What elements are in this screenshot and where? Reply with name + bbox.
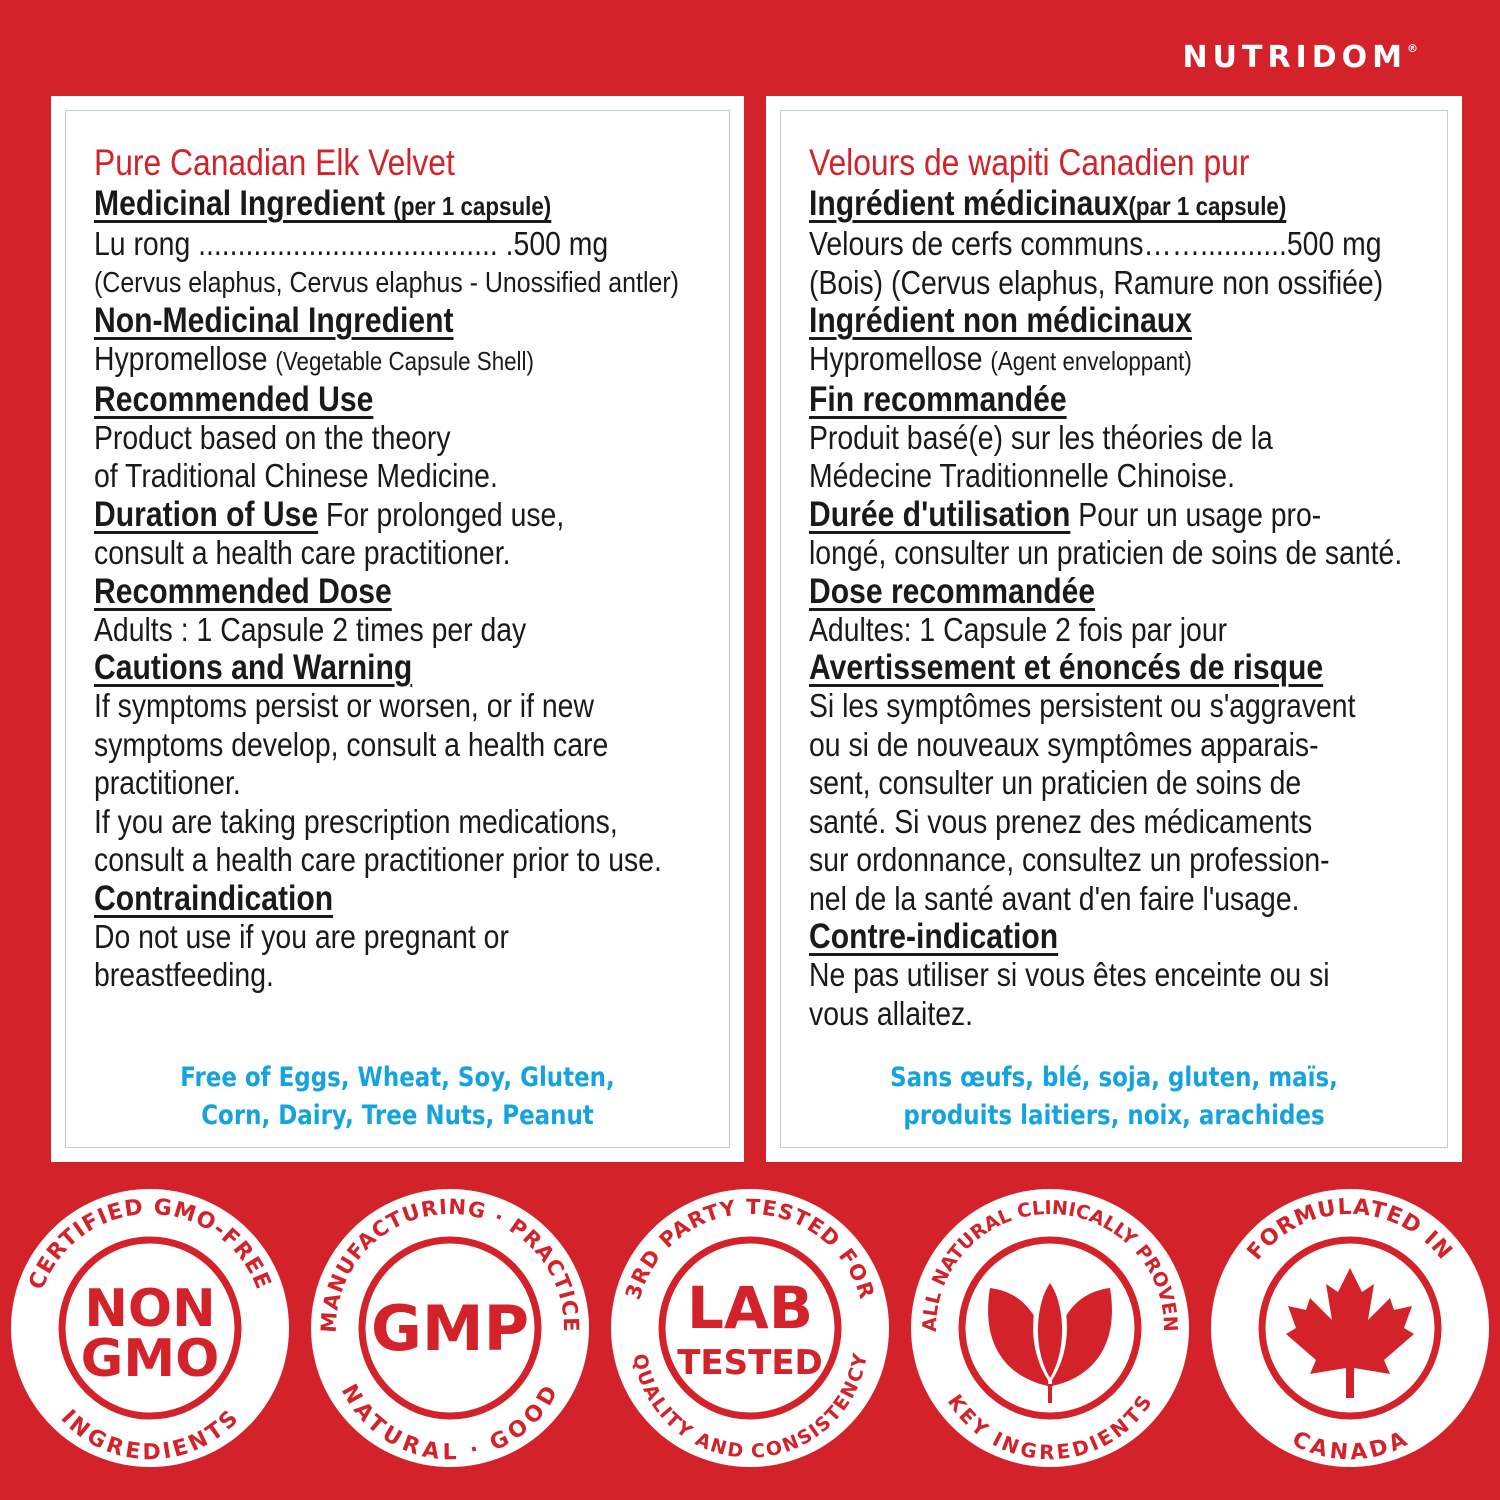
nonmedicinal-text: Hypromellose (Vegetable Capsule Shell) [94, 340, 534, 377]
badge-top-text: FORMULATED IN [1242, 1194, 1458, 1265]
nonmedicinal-heading: Non-Medicinal Ingredient [94, 301, 454, 340]
dose-text: Adults : 1 Capsule 2 times per day [94, 610, 527, 648]
duration-heading: Durée d'utilisation [809, 494, 1071, 534]
recommended-use-heading: Recommended Use [94, 379, 374, 419]
cautions-line: If you are taking prescription medications, [94, 802, 618, 840]
cautions-line: practitioner. [94, 764, 241, 801]
cautions-line: consult a health care practitioner prior to use. [94, 841, 662, 878]
cautions-line: Si les symptômes persistent ou s'aggravent [809, 687, 1356, 724]
recommended-use-line: Product based on the theory [94, 418, 451, 456]
badge-bottom-text: KEY INGREDIENTS [942, 1389, 1158, 1465]
badge-top-text: ALL NATURAL CLINICALLY PROVEN [918, 1196, 1182, 1333]
product-title: Pure Canadian Elk Velvet [94, 142, 455, 183]
duration-line: Durée d'utilisation Pour un usage pro- [809, 494, 1322, 534]
badge-center-line: NON [84, 1279, 216, 1339]
badge-center-line: LAB [686, 1274, 814, 1342]
contraindication-line: vous allaitez. [809, 994, 974, 1032]
contraindication-line: Ne pas utiliser si vous êtes enceinte ou si [809, 956, 1330, 993]
medicinal-heading: Medicinal Ingredient (per 1 capsule) [94, 184, 552, 223]
english-content [94, 139, 739, 995]
recommended-use-heading: Fin recommandée [809, 379, 1067, 419]
cautions-line: sent, consulter un praticien de soins de [809, 764, 1302, 801]
allergen-statement: Sans œufs, blé, soja, gluten, maïs, produits laitiers, noix, arachides [890, 1062, 1338, 1131]
badge-bottom-text: INGREDIENTS [55, 1405, 244, 1466]
dose-heading: Recommended Dose [94, 571, 392, 611]
gmp-badge [300, 1178, 600, 1478]
formulated-in-canada-badge [1200, 1178, 1500, 1478]
recommended-use-line: of Traditional Chinese Medicine. [94, 457, 498, 494]
ingredient-source: (Cervus elaphus, Cervus elaphus - Unossified antler) [94, 266, 679, 299]
nonmedicinal-heading: Ingrédient non médicinaux [809, 301, 1192, 340]
duration-line: longé, consulter un praticien de soins de santé. [809, 534, 1403, 571]
contraindication-heading: Contraindication [94, 878, 334, 918]
certification-badges [0, 1178, 1500, 1500]
badge-top-text: MANUFACTURING · PRACTICE [316, 1194, 584, 1334]
contraindication-line: Do not use if you are pregnant or [94, 917, 509, 955]
french-content [809, 139, 1457, 1033]
lab-tested-badge [600, 1178, 900, 1478]
badge-bottom-text: QUALITY AND CONSISTENCY [628, 1351, 872, 1463]
badge-top-text: CERTIFIED GMO-FREE [24, 1194, 276, 1294]
cautions-heading: Cautions and Warning [94, 648, 413, 687]
registered-mark: ® [1407, 42, 1418, 55]
ingredient-line: Velours de cerfs communs……...........500 mg [809, 225, 1382, 262]
medicinal-subheading: (per 1 capsule) [393, 191, 552, 221]
clinically-proven-badge [900, 1178, 1200, 1478]
allergen-statement: Free of Eggs, Wheat, Soy, Gluten, Corn, Dairy, Tree Nuts, Peanut [180, 1062, 615, 1131]
recommended-use-line: Produit basé(e) sur les théories de la [809, 418, 1273, 456]
cautions-line: nel de la santé avant d'en faire l'usage. [809, 879, 1300, 917]
dose-heading: Dose recommandée [809, 571, 1096, 611]
cautions-line: If symptoms persist or worsen, or if new [94, 687, 594, 724]
badge-center-line: TESTED [677, 1343, 823, 1383]
cautions-heading: Avertissement et énoncés de risque [809, 648, 1324, 687]
badge-bottom-text: CANADA [1288, 1426, 1412, 1466]
medicinal-subheading: (par 1 capsule) [1128, 191, 1287, 221]
ingredient-source: (Bois) (Cervus elaphus, Ramure non ossifiée) [809, 263, 1384, 301]
badge-center-line: GMP [370, 1292, 530, 1365]
duration-line: consult a health care practitioner. [94, 534, 511, 571]
non-gmo-badge [0, 1178, 300, 1478]
medicinal-heading: Ingrédient médicinaux(par 1 capsule) [809, 184, 1287, 223]
badge-top-text: 3RD PARTY TESTED FOR [620, 1194, 880, 1303]
badge-center-line: GMO [80, 1329, 220, 1389]
badge-bottom-text: NATURAL · GOOD [335, 1380, 565, 1466]
contraindication-line: breastfeeding. [94, 956, 274, 993]
cautions-line: sur ordonnance, consultez un profession- [809, 841, 1330, 878]
panel-border [65, 110, 730, 1148]
english-label-panel [51, 96, 744, 1162]
cautions-line: symptoms develop, consult a health care [94, 725, 609, 763]
contraindication-heading: Contre-indication [809, 917, 1059, 956]
duration-line: Duration of Use For prolonged use, [94, 494, 565, 534]
brand-logo [1183, 40, 1418, 75]
nonmedicinal-text: Hypromellose (Agent enveloppant) [809, 340, 1192, 377]
duration-heading: Duration of Use [94, 494, 319, 534]
ingredient-line: Lu rong ...................................... .500 mg [94, 225, 609, 262]
cautions-line: ou si de nouveaux symptômes apparais- [809, 725, 1319, 763]
dose-text: Adultes: 1 Capsule 2 fois par jour [809, 610, 1228, 648]
french-label-panel [766, 96, 1462, 1162]
recommended-use-line: Médecine Traditionnelle Chinoise. [809, 457, 1235, 494]
product-title: Velours de wapiti Canadien pur [809, 142, 1250, 183]
brand-name: NUTRIDOM [1182, 40, 1407, 75]
panel-border [780, 110, 1448, 1148]
cautions-line: santé. Si vous prenez des médicaments [809, 802, 1313, 840]
